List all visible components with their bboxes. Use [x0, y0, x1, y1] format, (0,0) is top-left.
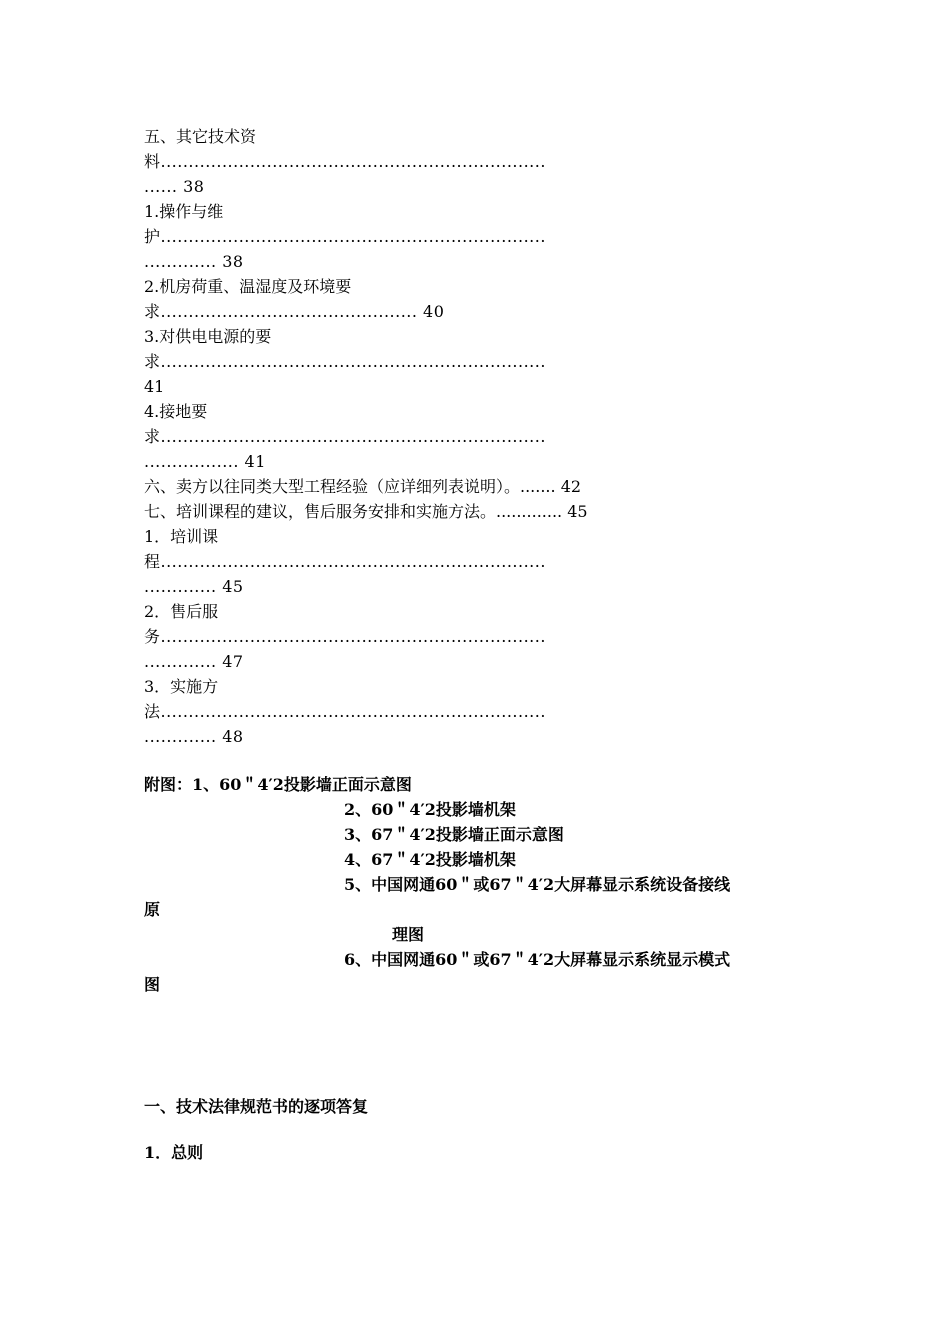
toc-entry-ground-title: 4.接地要 — [144, 402, 208, 421]
toc-entry-7: 七、培训课程的建议，售后服务安排和实施方法。............. 45 — [144, 502, 588, 521]
toc-entry-room-leader: 求.............................................. 40 — [144, 302, 445, 321]
toc-entry-training-leader: 程..................................................................... — [144, 552, 546, 571]
toc-entry-ground-page: ................. 41 — [144, 452, 266, 471]
appendix-item-2: 2、60＂4′2投影墙机架 — [344, 800, 516, 819]
toc-entry-training-title: 1．培训课 — [144, 527, 219, 546]
appendix-item-6-cont: 图 — [144, 975, 161, 994]
toc-entry-after-sales-title: 2．售后服 — [144, 602, 219, 621]
appendix-item-3: 3、67＂4′2投影墙正面示意图 — [344, 825, 564, 844]
subsection-heading: 1．总则 — [144, 1143, 204, 1162]
toc-entry-operation-title: 1.操作与维 — [144, 202, 224, 221]
section-heading: 一、技术法律规范书的逐项答复 — [144, 1097, 369, 1116]
toc-entry-operation-page: ............. 38 — [144, 252, 244, 271]
toc-entry-power-title: 3.对供电电源的要 — [144, 327, 272, 346]
toc-entry-room-title: 2.机房荷重、温湿度及环境要 — [144, 277, 352, 296]
toc-entry-implementation-title: 3．实施方 — [144, 677, 219, 696]
toc-entry-implementation-leader: 法..................................................................... — [144, 702, 546, 721]
toc-entry-training-page: ............. 45 — [144, 577, 244, 596]
appendix-item-1: 附图：1、60＂4′2投影墙正面示意图 — [144, 775, 412, 794]
appendix-item-5-cont: 原 — [144, 900, 161, 919]
toc-entry-power-page: 41 — [144, 377, 165, 396]
appendix-item-4: 4、67＂4′2投影墙机架 — [344, 850, 516, 869]
toc-entry-5-title: 五、其它技术资 — [144, 127, 257, 146]
toc-entry-after-sales-leader: 务..................................................................... — [144, 627, 546, 646]
toc-entry-5-page: ...... 38 — [144, 177, 205, 196]
toc-entry-operation-leader: 护..................................................................... — [144, 227, 546, 246]
toc-entry-6: 六、卖方以往同类大型工程经验（应详细列表说明）。....... 42 — [144, 477, 582, 496]
appendix-item-5-cont2: 理图 — [392, 925, 425, 944]
toc-entry-ground-leader: 求..................................................................... — [144, 427, 546, 446]
appendix-item-6: 6、中国网通60＂或67＂4′2大屏幕显示系统显示模式 — [344, 950, 731, 969]
appendix-item-5: 5、中国网通60＂或67＂4′2大屏幕显示系统设备接线 — [344, 875, 731, 894]
toc-entry-after-sales-page: ............. 47 — [144, 652, 244, 671]
toc-entry-power-leader: 求..................................................................... — [144, 352, 546, 371]
toc-entry-5-leader: 料..................................................................... — [144, 152, 546, 171]
toc-entry-implementation-page: ............. 48 — [144, 727, 244, 746]
